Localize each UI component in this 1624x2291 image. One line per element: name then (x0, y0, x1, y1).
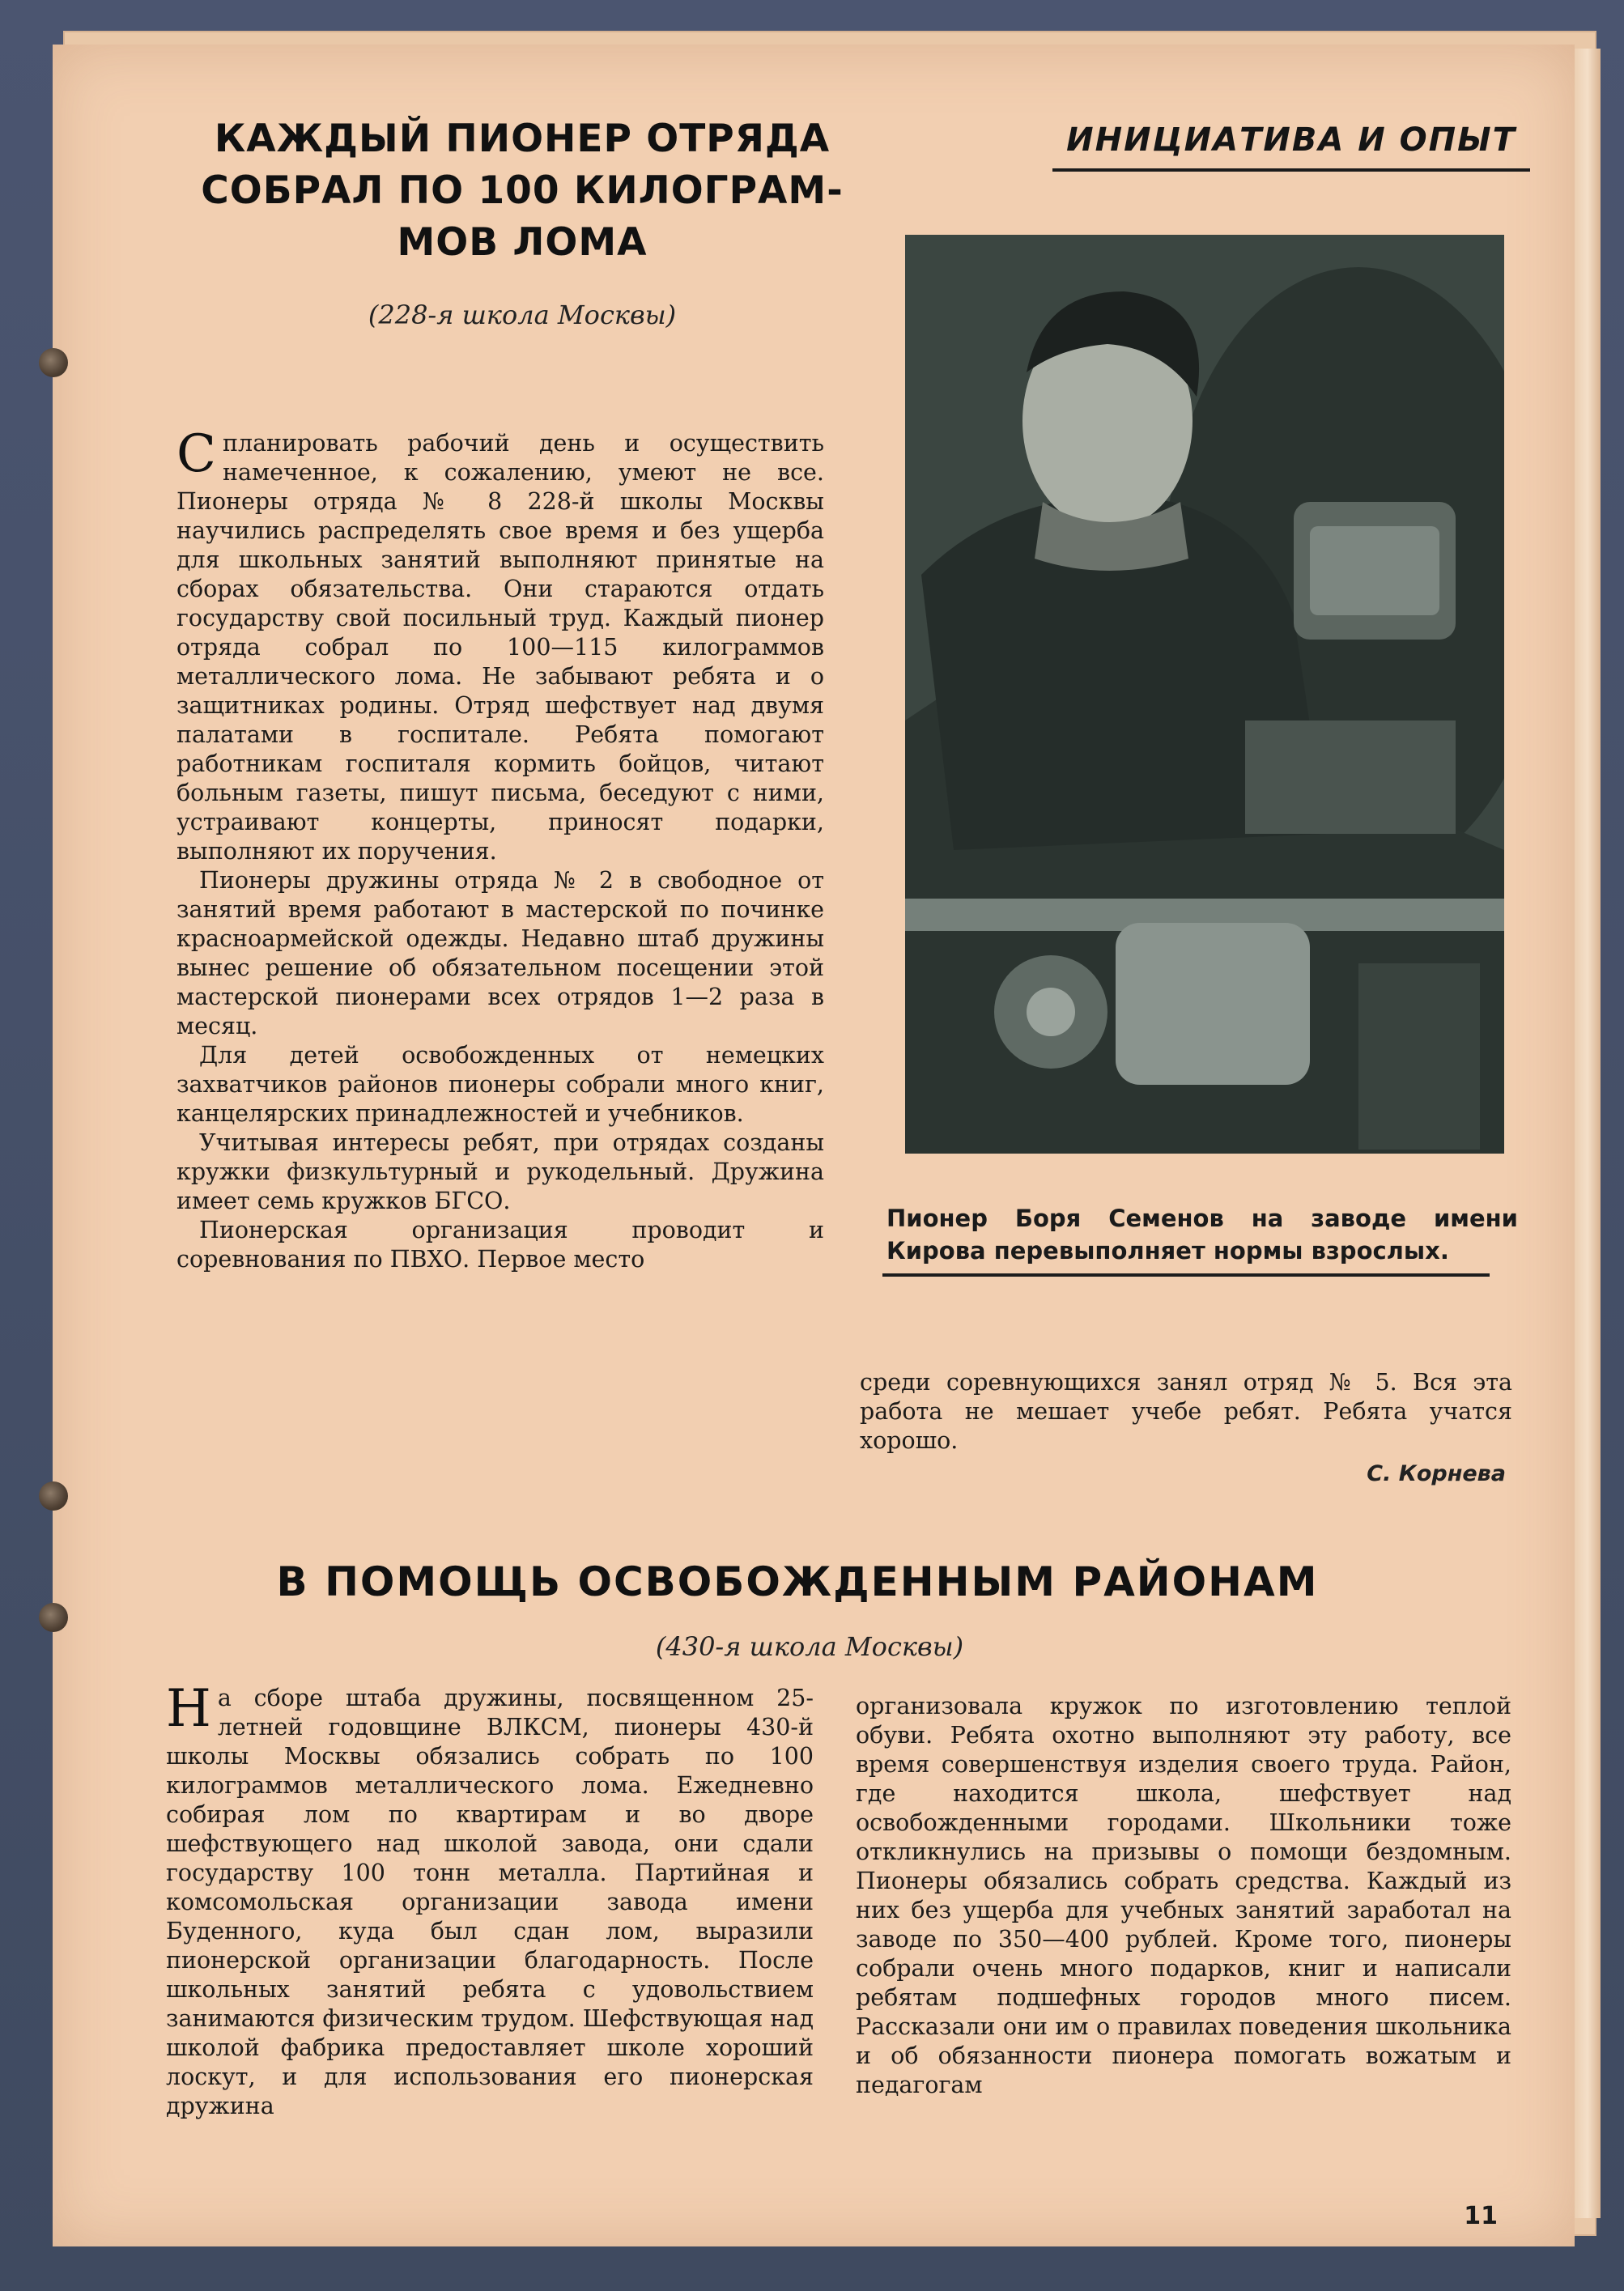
article-paragraph: организовала кружок по изготовлению теплой обуви. Ребята охотно выполняют эту работу, все время совершенствуя изделия своего труда. Район, где находится школа, шефствует над освобожденными городами. Школьники тоже откликнулись на призывы о помощи бездомным. Пионеры обязались собрать средства. Каждый из них без ущерба для учебных занятий заработал на заводе по 350—400 рублей. Кроме того, пионеры собрали очень много подарков, книг и написали ребятам подшефных городов много писем. Рассказали они им о правилах поведения школьника и об обязанности пионера помогать вожатым и педагогам (856, 1693, 1511, 2098)
binding-ring (39, 1481, 68, 1511)
article-title: В ПОМОЩЬ ОСВОБОЖДЕННЫМ РАЙОНАМ (276, 1558, 1319, 1605)
article-subtitle: (430-я школа Москвы) (655, 1631, 964, 1662)
article-paragraph: Спланировать рабочий день и осуществить намеченное, к сожалению, умеют не все. Пионеры отряда № 8 228-й школы Москвы научились распределять свое время и без ущерба для школьных занятий выполняют принятые на сборах обязательства. Они стараются отдать государству свой посильный труд. Каждый пионер отряда собрал по 100—115 килограммов металлического лома. Не забывают ребята и о защитниках родины. Отряд шефствует над двумя палатами в госпитале. Ребята помогают работникам госпиталя кормить бойцов, читают больным газеты, пишут письма, беседуют с ними, устраивают концерты, приносят подарки, выполняют их поручения. (176, 424, 824, 865)
page-number: 11 (1464, 2202, 1498, 2230)
photo-caption: Пионер Боря Семенов на заводе имени Кирова перевыполняет нормы взрослых. (886, 1205, 1518, 1265)
article-paragraph: Пионерская организация проводит и соревнования по ПВХО. Первое место (176, 1217, 824, 1273)
article-author: С. Корнева (1367, 1461, 1506, 1486)
article-column (856, 1692, 1511, 2100)
article-subtitle: (228-я школа Москвы) (368, 300, 677, 330)
rubric-underline (1052, 168, 1530, 172)
article-paragraph: Учитывая интересы ребят, при отрядах созданы кружки физкультурный и рукодельный. Дружина имеет семь кружков БГСО. (176, 1129, 824, 1214)
article-column (176, 424, 824, 1274)
article-paragraph: На сборе штаба дружины, посвященном 25-летней годовщине ВЛКСМ, пионеры 430-й школы Москвы обязались собрать по 100 килограммов металлического лома. Ежедневно собирая лом по квартирам и во дворе шефствующего над школой завода, они сдали государству 100 тонн металла. Партийная и комсомольская организации завода имени Буденного, куда был сдан лом, выразили пионерской организации благодарность. После школьных занятий ребята с удовольствием занимаются физическим трудом. Шефствующая над школой фабрика предоставляет школе хороший лоскут, и для использования его пионерская дружина (166, 1679, 814, 2119)
article-continuation (860, 1368, 1512, 1456)
article-title: КАЖДЫЙ ПИОНЕР ОТРЯДА СОБРАЛ ПО 100 КИЛОГРАМ-МОВ ЛОМА (201, 117, 844, 265)
photo-illustration (905, 235, 1504, 1154)
caption-underline (882, 1273, 1490, 1277)
article-column (166, 1679, 814, 2121)
drop-cap: С (176, 424, 216, 484)
article-paragraph: Пионеры дружины отряда № 2 в свободное от занятий время работают в мастерской по починке красноармейской одежды. Недавно штаб дружины вынес решение об обязательном посещении этой мастерской пионерами всех отрядов 1—2 раза в месяц. (176, 867, 824, 1039)
article-paragraph: среди соревнующихся занял отряд № 5. Вся эта работа не мешает учебе ребят. Ребята учатся хорошо. (860, 1369, 1512, 1454)
drop-cap: Н (166, 1679, 211, 1739)
photo-pioneer-at-machine (905, 235, 1504, 1154)
binding-ring (39, 1603, 68, 1632)
binding-ring (39, 348, 68, 377)
article-paragraph: Для детей освобожденных от немецких захватчиков районов пионеры собрали много книг, канцелярских принадлежностей и учебников. (176, 1042, 824, 1127)
section-rubric: ИНИЦИАТИВА И ОПЫТ (1066, 121, 1516, 159)
